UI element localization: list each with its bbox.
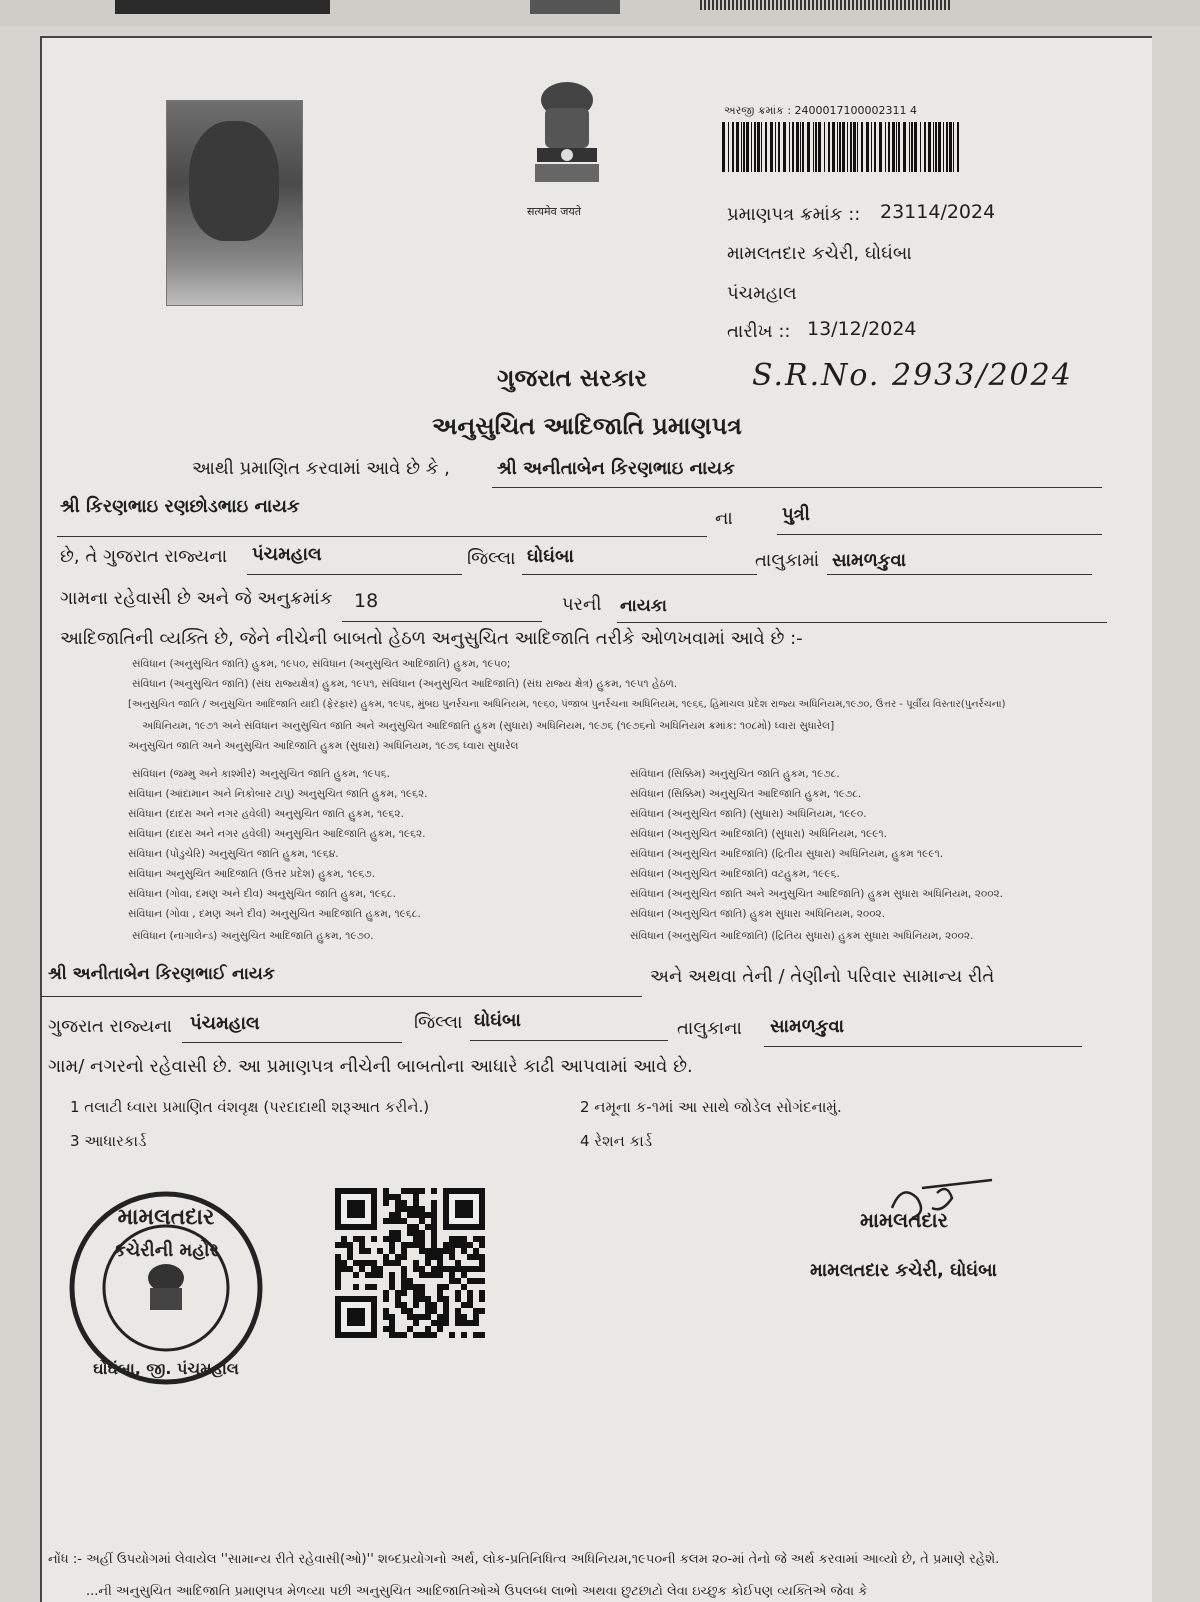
certificate-page xyxy=(40,36,1152,1602)
holder-name-repeat-underline xyxy=(42,996,642,997)
order-left-item: સંવિધાન (આંદામાન અને નિકોબાર ટાપુ) અનુસુચિત જાતિ હુકમ, ૧૯૬૨. xyxy=(128,788,428,800)
holder-name: શ્રી અનીતાબેન કિરણભાઇ નાયક xyxy=(497,458,735,479)
footer-note: નોંધ :- અહીં ઉપયોગમાં લેવાયેલ ''સામાન્ય રીતે રહેવાસી(ઓ)'' શબ્દપ્રયોગનો અર્થ, લોક-પ્રતિનિધિત્વ અધિનિયમ,૧૯૫૦ની કલમ ૨૦-માં તેનો જે અર્થ કરવામાં આવ્યો છે, તે પ્રમાણે રહેશે. xyxy=(48,1552,1000,1567)
order-right-item: સંવિધાન (અનુસુચિત આદિજાતિ) (દ્રિતિય સુધારા) હુકમ સુધારા અધિનિયમ, ૨૦૦૨. xyxy=(630,930,974,942)
village-2-underline xyxy=(764,1046,1082,1047)
serial-number: 18 xyxy=(354,590,379,612)
taluka-underline xyxy=(522,574,757,575)
holder-name-repeat: શ્રી અનીતાબેન કિરણભાઈ નાયક xyxy=(48,964,275,984)
issuing-office: મામલતદાર કચેરી, ઘોઘંબા xyxy=(727,243,912,264)
certificate-title: અનુસુચિત આદિજાતિ પ્રમાણપત્ર xyxy=(432,412,742,440)
order-intro-2: સંવિધાન (અનુસુચિત જાતિ) (સંઘ રાજ્યક્ષેત્ર) હુકમ, ૧૯૫૧, સંવિધાન (અનુસુચિત આદિજાતિ) (સંઘ રાજ્ય ક્ષેત્ર) હુકમ, ૧૯૫૧ હેઠળ. xyxy=(132,678,678,690)
na-label: ના xyxy=(715,508,733,529)
order-right-item: સંવિધાન (સિક્કિમ) અનુસુચિત આદિજાતિ હુકમ, ૧૯૭૮. xyxy=(630,788,862,800)
holder-photo xyxy=(166,100,303,306)
order-right-item: સંવિધાન (અનુસુચિત જાતિ) (સુધારા) અધિનિયમ, ૧૯૯૦. xyxy=(630,808,867,820)
document-item: 4 રેશન કાર્ડ xyxy=(580,1132,653,1150)
national-emblem-icon xyxy=(517,78,617,208)
certificate-number-label: પ્રમાણપત્ર ક્રમાંક :: xyxy=(727,204,861,225)
order-right-item: સંવિધાન (અનુસુચિત આદિજાતિ) વટહુકમ, ૧૯૯૬. xyxy=(630,868,840,880)
district-value: પંચમહાલ xyxy=(252,544,322,565)
district-label-2: જિલ્લા xyxy=(414,1012,463,1033)
order-left-item: સંવિધાન (દાદરા અને નગર હવેલી) અનુસુચિત જાતિ હુકમ, ૧૯૬૨. xyxy=(128,808,404,820)
certify-prefix: આથી પ્રમાણિત કરવામાં આવે છે કે , xyxy=(192,458,450,479)
father-name-underline xyxy=(57,536,707,537)
district-2-underline xyxy=(182,1042,402,1043)
application-number: અરજી ક્રમાંક : 2400017100002311 4 xyxy=(724,104,917,117)
serial-underline xyxy=(342,621,542,622)
certificate-number: 23114/2024 xyxy=(880,201,996,223)
taluka-value-2: ઘોઘંબા xyxy=(474,1010,521,1031)
order-right-item: સંવિધાન (સિક્કિમ) અનુસુચિત જાતિ હુકમ, ૧૯૭૮. xyxy=(630,768,840,780)
father-name: શ્રી કિરણભાઇ રણછોડભાઇ નાયક xyxy=(60,496,300,517)
order-left-item: સંવિધાન (ગોવા , દમણ અને દીવ) અનુસુચિત આદિજાતિ હુકમ, ૧૯૬૮. xyxy=(128,908,421,920)
village-value-2: સામળકુવા xyxy=(770,1016,845,1037)
resident-prefix: ગામના રહેવાસી છે અને જે અનુક્રમાંક xyxy=(60,588,333,609)
footer-note-2: ...ની અનુસુચિત આદિજાતિ પ્રમાણપત્ર મેળવ્યા પછી અનુસુચિત આદિજાતિઓએ ઉપલબ્ધ લાભો અથવા છુટછાટો લેવા ઇચ્છુક કોઈપણ વ્યક્તિએ જેવા કે xyxy=(86,1584,868,1599)
order-intro-5: અનુસુચિત જાતિ અને અનુસુચિત આદિજાતિ હુકમ (સુધારા) અધિનિયમ, ૧૯૭૬ ધ્વારા સુધારેલ xyxy=(128,740,519,752)
signatory-title: મામલતદાર xyxy=(860,1208,948,1232)
basis-text: ગામ/ નગરનો રહેવાસી છે. આ પ્રમાણપત્ર નીચેની બાબતોના આધારે કાઢી આપવામાં આવે છે. xyxy=(48,1056,693,1077)
document-item: 3 આધારકાર્ડ xyxy=(70,1132,147,1150)
holder-name-underline xyxy=(492,487,1102,488)
order-left-item: સંવિધાન અનુસુચિત આદિજાતિ (ઉત્તર પ્રદેશ) હુકમ, ૧૯૬૭. xyxy=(128,868,376,880)
emblem-motto: सत्यमेव जयते xyxy=(527,205,582,218)
taluka-2-underline xyxy=(470,1040,668,1041)
district-value-2: પંચમહાલ xyxy=(190,1013,260,1034)
qr-code xyxy=(335,1188,485,1338)
state-prefix: છે, તે ગુજરાત રાજ્યના xyxy=(60,546,228,567)
tribe-name: નાયકા xyxy=(620,596,667,616)
relation: પુત્રી xyxy=(782,504,810,525)
order-intro-1: સંવિધાન (અનુસુચિત જાતિ) હુકમ, ૧૯૫૦, સંવિધાન (અનુસુચિત આદિજાતિ) હુકમ, ૧૯૫૦; xyxy=(132,658,511,670)
scanned-top-strip xyxy=(0,0,1200,26)
emblem-icon xyxy=(148,1264,184,1310)
order-right-item: સંવિધાન (અનુસુચિત આદિજાતિ) (દ્રિતીય સુધારા) અધિનિયમ, હુકમ ૧૯૯૧. xyxy=(630,848,944,860)
issuing-district: પંચમહાલ xyxy=(727,283,797,304)
state-prefix-2: ગુજરાત રાજ્યના xyxy=(48,1016,173,1037)
date-label: તારીખ :: xyxy=(727,321,791,342)
office-seal xyxy=(66,1188,266,1388)
document-item: 1 તલાટી ધ્વારા પ્રમાણિત વંશવૃક્ષ (પરદાદાથી શરૂઆત કરીને.) xyxy=(70,1098,430,1116)
order-left-item: સંવિધાન (જમ્મુ અને કાશ્મીર) અનુસુચિત જાતિ હુકમ, ૧૯૫૬. xyxy=(132,768,390,780)
taluka-value: ઘોઘંબા xyxy=(527,546,574,567)
taluka-label-2: તાલુકાના xyxy=(677,1018,742,1039)
order-intro-4: અધિનિયમ, ૧૯૭૧ અને સંવિધાન અનુસુચિત જાતિ અને અનુસુચિત આદિજાતિ હુકમ (સુધારા) અધિનિયમ, ૧૯૭૬ (૧૯૭૬નો અધિનિયમ ક્રમાંક: ૧૦૮મો) ધ્વારા સુધારેલ] xyxy=(142,720,835,732)
on-label: પરની xyxy=(562,594,602,615)
order-left-item: સંવિધાન (પોંડુચેરિ) અનુસુચિત જાતિ હુકમ, ૧૯૬૪. xyxy=(128,848,339,860)
tribe-statement: આદિજાતિની વ્યક્તિ છે, જેને નીચેની બાબતો હેઠળ અનુસુચિત આદિજાતિ તરીકે ઓળખવામાં આવે છે :- xyxy=(60,628,803,649)
barcode xyxy=(722,122,962,172)
order-right-item: સંવિધાન (અનુસુચિત જાતિ અને અનુસુચિત આદિજાતિ) હુકમ સુધારા અધિનિયમ, ૨૦૦૨. xyxy=(630,888,1004,900)
top-strip-emblem-edge xyxy=(530,0,620,14)
order-left-item: સંવિધાન (ગોવા, દમણ અને દીવ) અનુસુચિત જાતિ હુકમ, ૧૯૬૮. xyxy=(128,888,396,900)
family-text: અને અથવા તેની / તેણીનો પરિવાર સામાન્ય રીતે xyxy=(650,966,995,987)
issue-date: 13/12/2024 xyxy=(807,318,917,340)
district-underline xyxy=(247,574,462,575)
top-strip-barcode-edge xyxy=(700,0,950,10)
order-right-item: સંવિધાન (અનુસુચિત આદિજાતિ) (સુધારા) અધિનિયમ, ૧૯૯૧. xyxy=(630,828,887,840)
government-title: ગુજરાત સરકાર xyxy=(497,364,647,392)
document-item: 2 નમૂના ક-૧માં આ સાથે જોડેલ સોગંદનામું. xyxy=(580,1098,842,1116)
seal-middle-text: કચેરીની મહોર xyxy=(113,1240,219,1261)
relation-underline xyxy=(777,534,1102,535)
handwritten-reference: S.R.No. 2933/2024 xyxy=(752,358,1073,393)
order-left-item: સંવિધાન (નાગાલેન્ડ) અનુસુચિત આદિજાતિ હુકમ, ૧૯૭૦. xyxy=(132,930,374,942)
tribe-underline xyxy=(617,622,1107,623)
taluka-label: તાલુકામાં xyxy=(755,550,820,571)
district-label: જિલ્લા xyxy=(467,548,516,569)
order-intro-3: [અનુસુચિત જાતિ / અનુસુચિત આદિજાતિ યાદી (ફેરફાર) હુકમ, ૧૯૫૬, મુંબઇ પુનર્રચના અધિનિયમ, ૧૯૬૦, પંજાબ પુનર્રચના અધિનિયમ, ૧૯૬૬, હિમાચલ પ્રદેશ રાજ્ય અધિનિયમ,૧૯૭૦, ઉત્તર - પૂર્વીય વિસ્તાર(પુનર્રચના) xyxy=(128,699,1006,710)
top-strip-photo-edge xyxy=(115,0,330,14)
order-right-item: સંવિધાન (અનુસુચિત જાતિ) હુકમ સુધારા અધિનિયમ, ૨૦૦૨. xyxy=(630,908,886,920)
village-underline xyxy=(827,574,1092,575)
signatory-office: મામલતદાર કચેરી, ઘોઘંબા xyxy=(810,1260,997,1281)
order-left-item: સંવિધાન (દાદરા અને નગર હવેલી) અનુસુચિત આદિજાતિ હુકમ, ૧૯૬૨. xyxy=(128,828,426,840)
seal-bottom-text: ઘોઘંબા, જી. પંચમહાલ xyxy=(93,1359,239,1378)
seal-top-text: મામલતદાર xyxy=(117,1205,215,1230)
village-value: સામળકુવા xyxy=(832,550,907,571)
